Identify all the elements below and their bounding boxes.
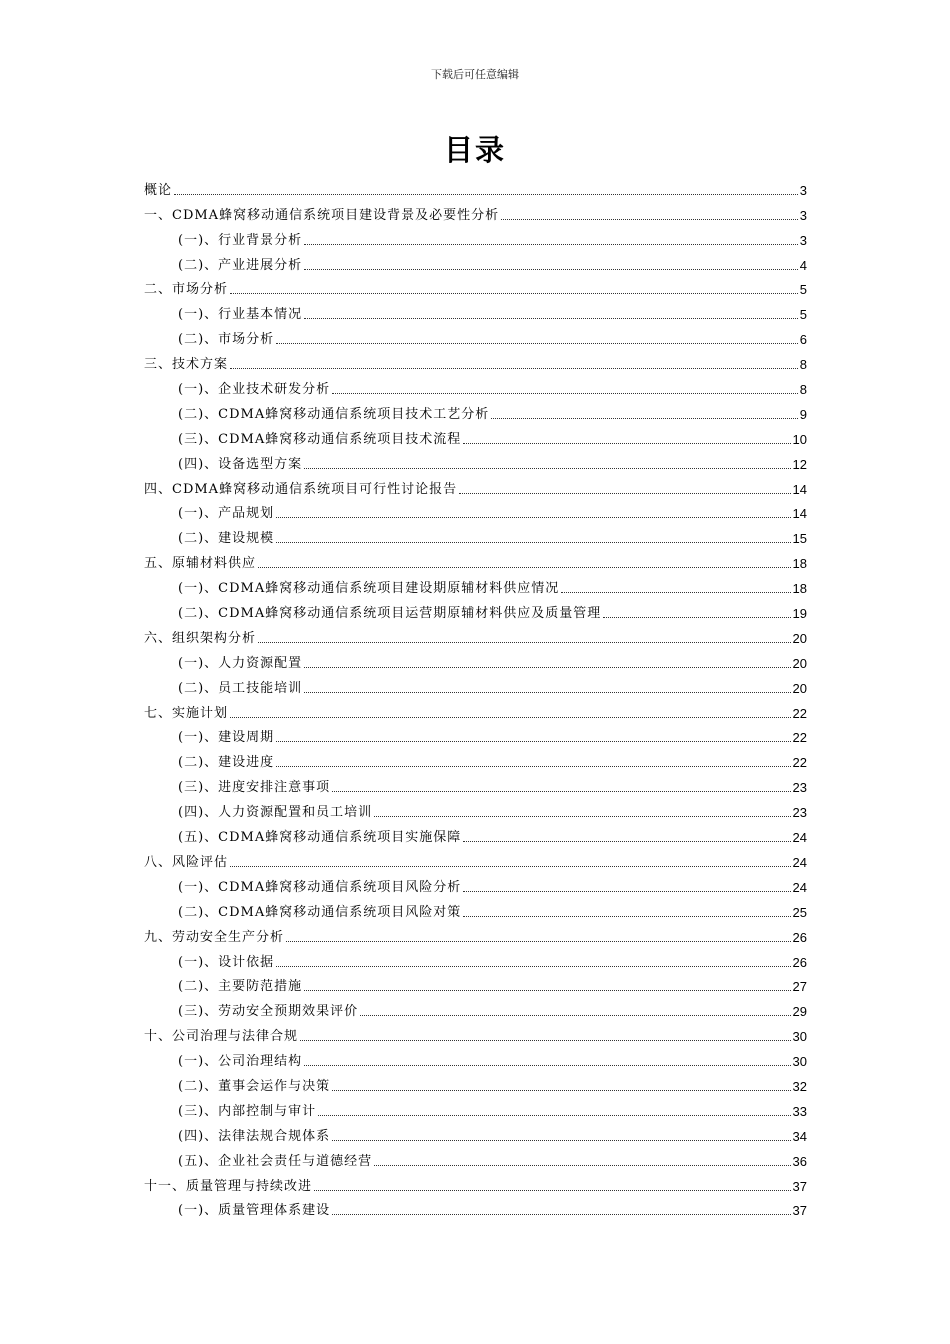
toc-entry[interactable] (144, 1170, 807, 1195)
toc-entry[interactable] (144, 796, 807, 821)
toc-page-number: 8 (799, 382, 807, 398)
toc-dot-leader (304, 244, 798, 245)
toc-dot-leader (318, 1115, 790, 1116)
toc-entry-text: (一)、CDMA蜂窝移动通信系统项目风险分析 (178, 879, 462, 895)
toc-dot-leader (561, 592, 790, 593)
toc-entry-text: (三)、劳动安全预期效果评价 (178, 1004, 359, 1020)
toc-entry-text: (二)、员工技能培训 (178, 680, 303, 696)
toc-entry[interactable] (144, 1145, 807, 1170)
toc-entry-text: 四、CDMA蜂窝移动通信系统项目可行性讨论报告 (144, 481, 458, 497)
toc-dot-leader (276, 966, 790, 967)
toc-entry[interactable] (144, 1120, 807, 1145)
toc-entry-text: (一)、企业技术研发分析 (178, 382, 331, 398)
toc-dot-leader (332, 1214, 790, 1215)
toc-page-number: 3 (799, 207, 807, 223)
toc-entry-text: (四)、设备选型方案 (178, 456, 303, 472)
toc-entry-text: (一)、产品规划 (178, 506, 275, 522)
toc-entry[interactable] (144, 298, 807, 323)
toc-dot-leader (230, 368, 798, 369)
toc-page-number: 37 (792, 1203, 807, 1219)
toc-dot-leader (374, 1165, 790, 1166)
toc-entry-text: (四)、法律法规合规体系 (178, 1128, 331, 1144)
toc-page-number: 20 (792, 680, 807, 696)
toc-entry-text: 十、公司治理与法律合规 (144, 1029, 299, 1045)
toc-entry[interactable] (144, 423, 807, 448)
toc-entry[interactable] (144, 547, 807, 572)
toc-page-number: 6 (799, 332, 807, 348)
header-note: 下载后可任意编辑 (431, 68, 519, 81)
toc-page-number: 20 (792, 655, 807, 671)
toc-page-number: 34 (792, 1128, 807, 1144)
toc-dot-leader (304, 1065, 790, 1066)
toc-entry-text: 二、市场分析 (144, 282, 229, 298)
toc-entry-text: (一)、行业基本情况 (178, 307, 303, 323)
toc-entry-text: 八、风险评估 (144, 854, 229, 870)
toc-page-number: 22 (792, 705, 807, 721)
toc-page-number: 5 (799, 282, 807, 298)
toc-dot-leader (463, 891, 790, 892)
toc-entry[interactable] (144, 647, 807, 672)
toc-entry-text: (一)、行业背景分析 (178, 232, 303, 248)
toc-dot-leader (459, 493, 790, 494)
toc-entry[interactable] (144, 597, 807, 622)
toc-page-number: 24 (792, 854, 807, 870)
toc-entry[interactable] (144, 174, 807, 199)
toc-entry-text: (三)、进度安排注意事项 (178, 780, 331, 796)
toc-page-number: 18 (792, 581, 807, 597)
toc-page-number: 33 (792, 1103, 807, 1119)
toc-entry[interactable] (144, 946, 807, 971)
toc-page-number: 22 (792, 730, 807, 746)
toc-entry-text: (五)、CDMA蜂窝移动通信系统项目实施保障 (178, 830, 462, 846)
toc-entry[interactable] (144, 199, 807, 224)
toc-entry-text: (五)、企业社会责任与道德经营 (178, 1153, 373, 1169)
toc-dot-leader (463, 916, 790, 917)
toc-dot-leader (276, 517, 790, 518)
toc-page-number: 5 (799, 307, 807, 323)
toc-dot-leader (501, 219, 798, 220)
toc-entry[interactable] (144, 572, 807, 597)
toc-entry-text: (一)、质量管理体系建设 (178, 1203, 331, 1219)
toc-entry[interactable] (144, 224, 807, 249)
toc-entry-text: (二)、建设规模 (178, 531, 275, 547)
toc-dot-leader (304, 667, 790, 668)
toc-entry[interactable] (144, 522, 807, 547)
toc-page-number: 30 (792, 1054, 807, 1070)
toc-page-number: 24 (792, 879, 807, 895)
toc-entry[interactable] (144, 672, 807, 697)
toc-entry[interactable] (144, 348, 807, 373)
table-of-contents (144, 174, 807, 1219)
toc-entry-text: 七、实施计划 (144, 705, 229, 721)
toc-entry[interactable] (144, 323, 807, 348)
toc-entry[interactable] (144, 1095, 807, 1120)
page-title: 目录 (443, 133, 506, 167)
toc-entry-text: (二)、CDMA蜂窝移动通信系统项目风险对策 (178, 904, 462, 920)
toc-entry[interactable] (144, 871, 807, 896)
toc-entry-text: (三)、内部控制与审计 (178, 1103, 317, 1119)
toc-entry[interactable] (144, 746, 807, 771)
toc-page-number: 8 (799, 357, 807, 373)
toc-dot-leader (258, 567, 791, 568)
toc-entry-text: (二)、市场分析 (178, 332, 275, 348)
toc-entry-text: 九、劳动安全生产分析 (144, 929, 285, 945)
toc-entry[interactable] (144, 697, 807, 722)
toc-dot-leader (258, 642, 791, 643)
toc-entry[interactable] (144, 821, 807, 846)
toc-page-number: 25 (792, 904, 807, 920)
toc-entry[interactable] (144, 1070, 807, 1095)
toc-dot-leader (463, 443, 790, 444)
toc-page-number: 10 (792, 431, 807, 447)
toc-entry[interactable] (144, 1045, 807, 1070)
toc-entry[interactable] (144, 1020, 807, 1045)
toc-dot-leader (300, 1040, 791, 1041)
toc-dot-leader (332, 791, 790, 792)
toc-entry-text: (一)、CDMA蜂窝移动通信系统项目建设期原辅材料供应情况 (178, 581, 560, 597)
toc-entry-text: (二)、CDMA蜂窝移动通信系统项目运营期原辅材料供应及质量管理 (178, 606, 602, 622)
toc-entry-text: (二)、产业进展分析 (178, 257, 303, 273)
toc-entry-text: (一)、公司治理结构 (178, 1054, 303, 1070)
toc-dot-leader (304, 318, 798, 319)
toc-page-number: 22 (792, 755, 807, 771)
toc-entry[interactable] (144, 398, 807, 423)
toc-dot-leader (276, 766, 790, 767)
toc-entry-text: (二)、建设进度 (178, 755, 275, 771)
toc-page-number: 24 (792, 830, 807, 846)
toc-page-number: 36 (792, 1153, 807, 1169)
toc-dot-leader (304, 269, 798, 270)
toc-entry[interactable] (144, 971, 807, 996)
toc-entry[interactable] (144, 249, 807, 274)
toc-dot-leader (360, 1015, 790, 1016)
toc-page-number: 30 (792, 1029, 807, 1045)
toc-page-number: 18 (792, 556, 807, 572)
toc-page-number: 23 (792, 780, 807, 796)
toc-page-number: 20 (792, 630, 807, 646)
toc-entry[interactable] (144, 498, 807, 523)
toc-entry-text: 六、组织架构分析 (144, 630, 257, 646)
toc-dot-leader (174, 194, 798, 195)
toc-dot-leader (276, 741, 790, 742)
toc-dot-leader (603, 617, 790, 618)
toc-dot-leader (314, 1190, 791, 1191)
toc-page-number: 14 (792, 481, 807, 497)
toc-entry-text: (二)、CDMA蜂窝移动通信系统项目技术工艺分析 (178, 406, 490, 422)
toc-dot-leader (286, 941, 791, 942)
toc-entry-text: 十一、质量管理与持续改进 (144, 1178, 313, 1194)
toc-entry-text: 概论 (144, 182, 173, 198)
toc-entry[interactable] (144, 622, 807, 647)
toc-page-number: 37 (792, 1178, 807, 1194)
toc-page-number: 3 (799, 182, 807, 198)
toc-page-number: 9 (799, 406, 807, 422)
toc-entry[interactable] (144, 921, 807, 946)
toc-dot-leader (230, 717, 791, 718)
toc-dot-leader (463, 841, 790, 842)
toc-dot-leader (304, 692, 790, 693)
toc-entry[interactable] (144, 373, 807, 398)
toc-page-number: 3 (799, 232, 807, 248)
toc-dot-leader (491, 418, 798, 419)
toc-page-number: 27 (792, 979, 807, 995)
toc-dot-leader (304, 990, 790, 991)
toc-entry[interactable] (144, 1195, 807, 1220)
toc-entry[interactable] (144, 896, 807, 921)
toc-page-number: 23 (792, 805, 807, 821)
toc-entry[interactable] (144, 846, 807, 871)
toc-dot-leader (276, 343, 798, 344)
toc-dot-leader (304, 468, 790, 469)
toc-page-number: 15 (792, 531, 807, 547)
toc-page-number: 32 (792, 1078, 807, 1094)
toc-entry[interactable] (144, 722, 807, 747)
toc-entry-text: (一)、人力资源配置 (178, 655, 303, 671)
toc-entry-text: 五、原辅材料供应 (144, 556, 257, 572)
toc-dot-leader (332, 1090, 790, 1091)
toc-dot-leader (332, 1140, 790, 1141)
toc-dot-leader (332, 393, 798, 394)
toc-entry[interactable] (144, 473, 807, 498)
toc-page-number: 26 (792, 954, 807, 970)
toc-page-number: 19 (792, 606, 807, 622)
toc-entry-text: 一、CDMA蜂窝移动通信系统项目建设背景及必要性分析 (144, 207, 500, 223)
toc-entry-text: (一)、建设周期 (178, 730, 275, 746)
toc-entry[interactable] (144, 995, 807, 1020)
toc-entry-text: (四)、人力资源配置和员工培训 (178, 805, 373, 821)
toc-dot-leader (230, 866, 791, 867)
toc-entry-text: 三、技术方案 (144, 357, 229, 373)
toc-page-number: 26 (792, 929, 807, 945)
toc-page-number: 29 (792, 1004, 807, 1020)
toc-page-number: 14 (792, 506, 807, 522)
toc-entry[interactable] (144, 448, 807, 473)
toc-page-number: 4 (799, 257, 807, 273)
toc-entry-text: (一)、设计依据 (178, 954, 275, 970)
toc-entry-text: (三)、CDMA蜂窝移动通信系统项目技术流程 (178, 431, 462, 447)
toc-page-number: 12 (792, 456, 807, 472)
toc-entry-text: (二)、董事会运作与决策 (178, 1078, 331, 1094)
toc-dot-leader (230, 293, 798, 294)
toc-entry[interactable] (144, 274, 807, 299)
toc-dot-leader (374, 816, 790, 817)
toc-entry-text: (二)、主要防范措施 (178, 979, 303, 995)
toc-dot-leader (276, 542, 790, 543)
toc-entry[interactable] (144, 771, 807, 796)
